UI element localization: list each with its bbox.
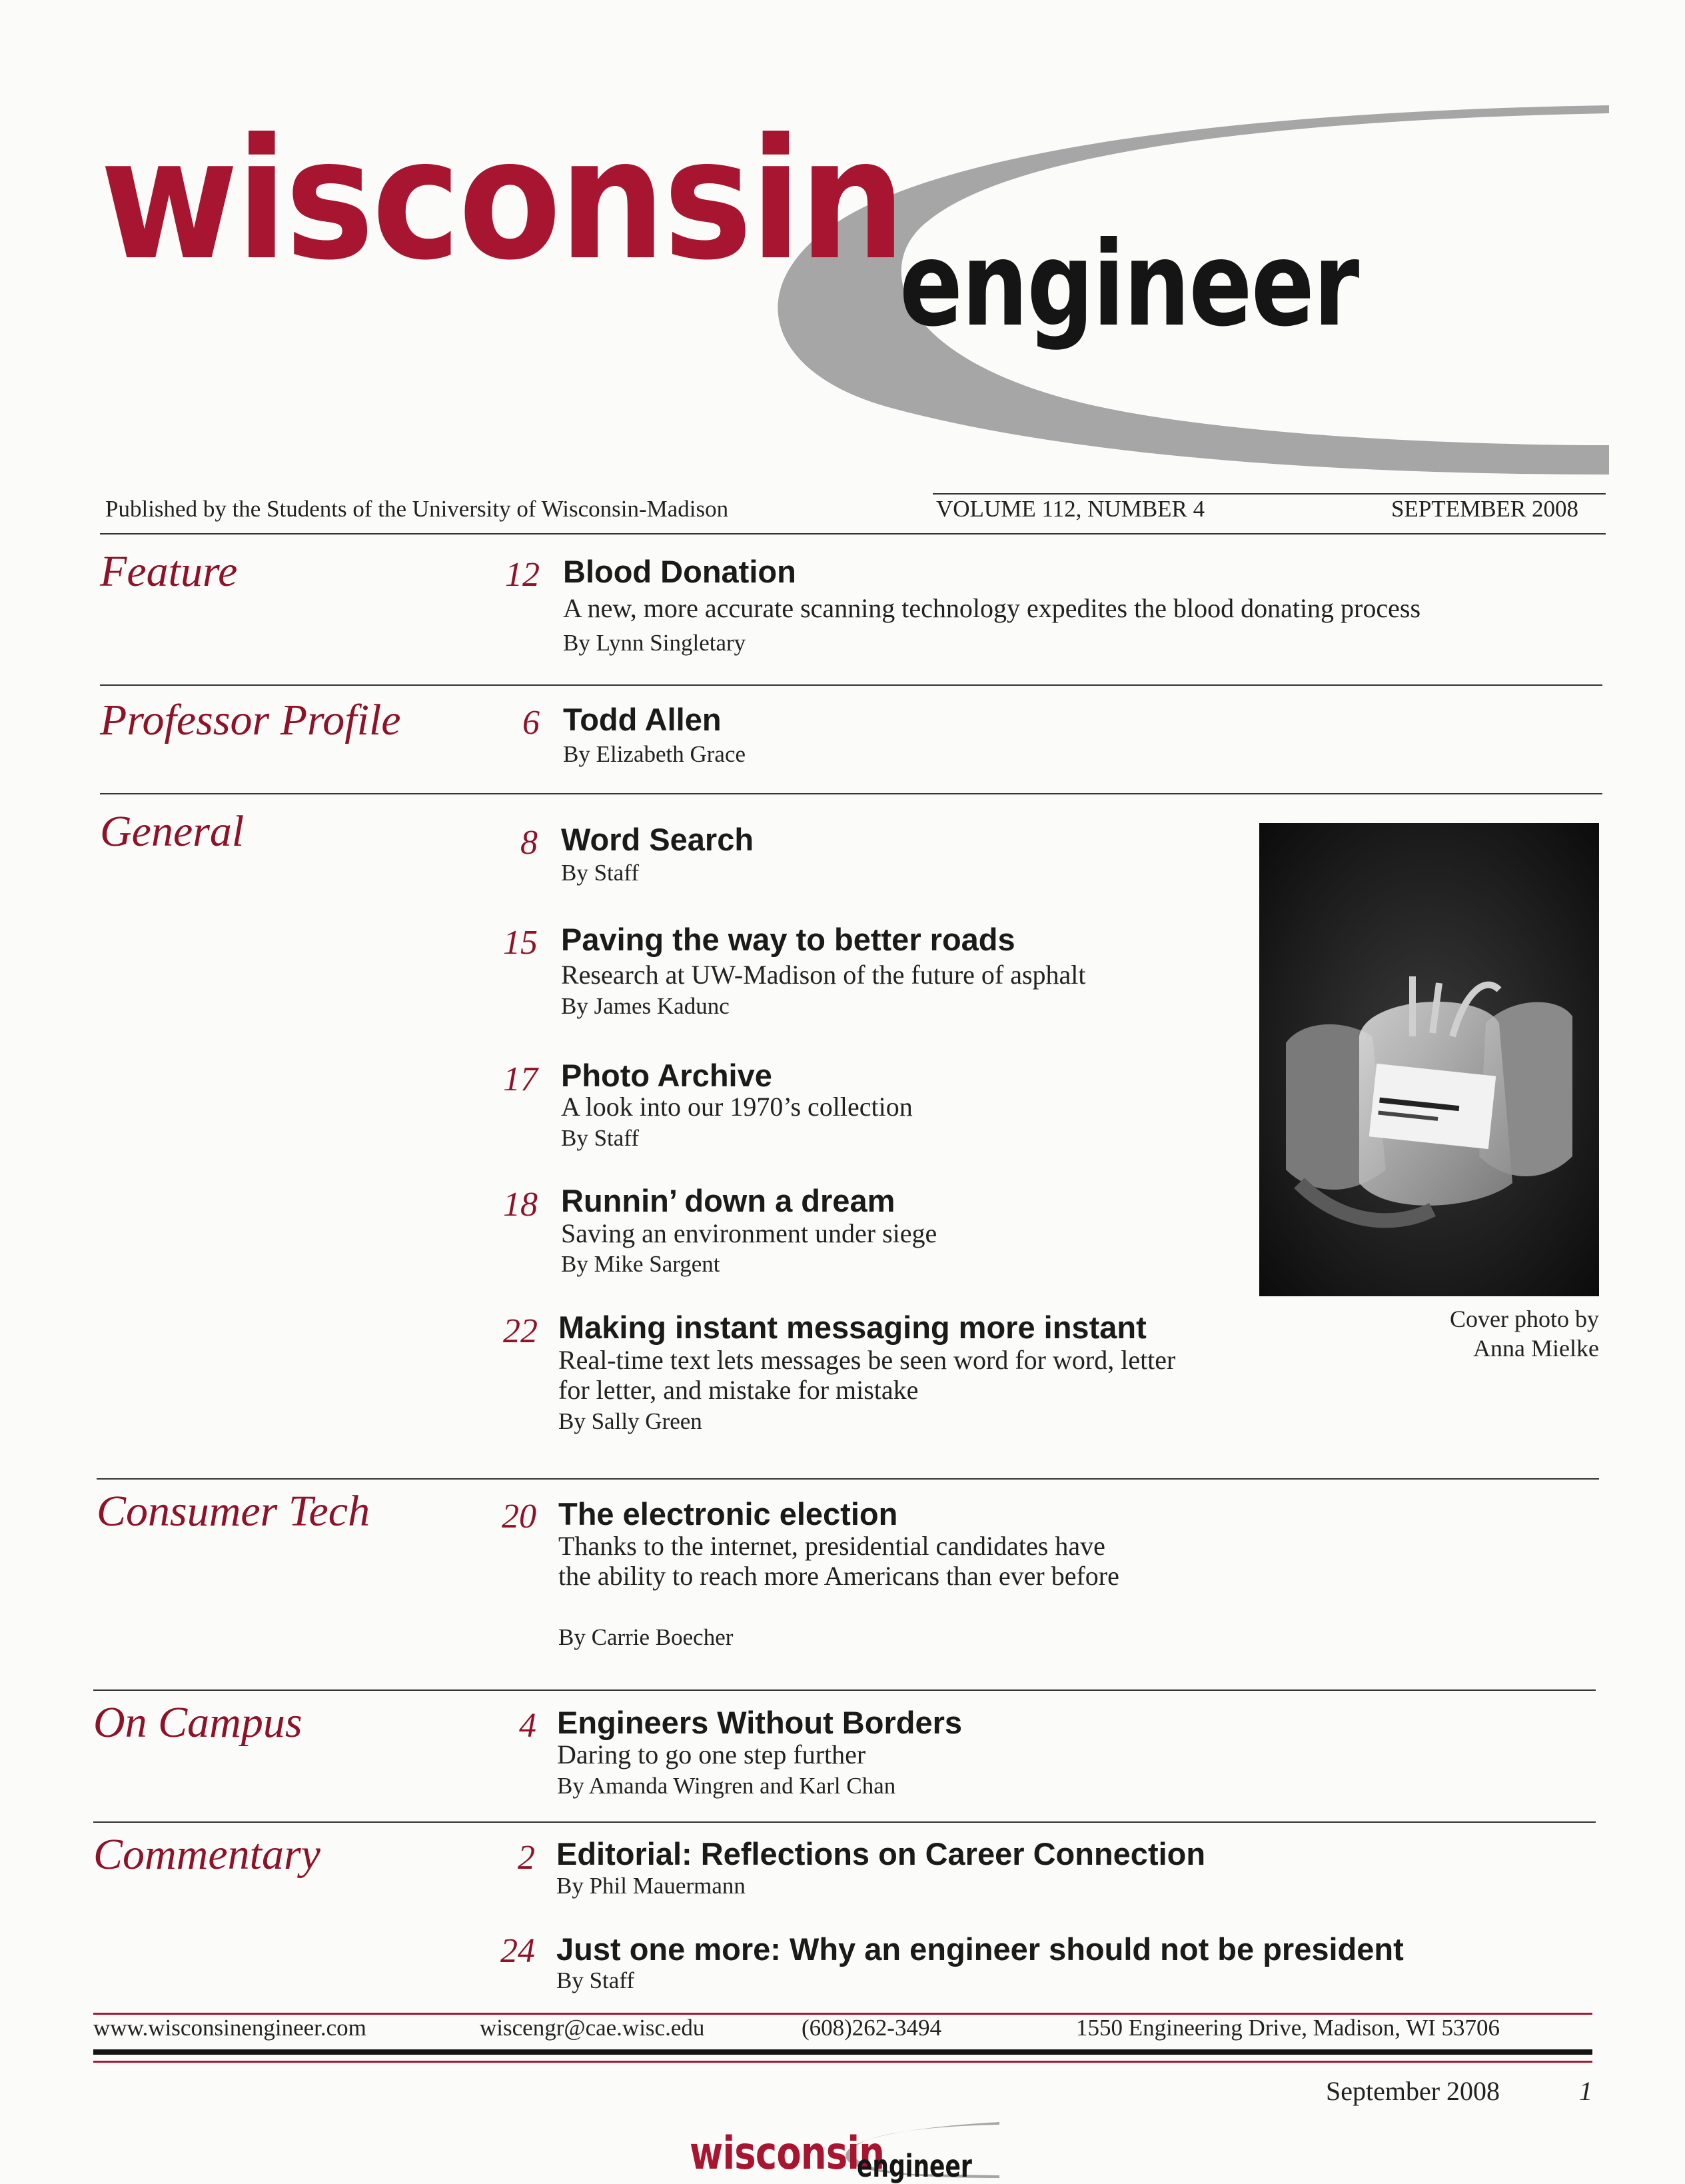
section-label-general: General: [100, 807, 245, 856]
footer-date: September 2008: [1326, 2076, 1500, 2106]
section-divider: [93, 1821, 1596, 1823]
publisher-line: Published by the Students of the University of Wisconsin-Madison: [105, 496, 729, 522]
page-number-footer: 1: [1579, 2076, 1592, 2106]
article-title[interactable]: The electronic election: [558, 1496, 898, 1532]
article-title[interactable]: Paving the way to better roads: [561, 922, 1015, 957]
section-divider: [93, 1689, 1596, 1691]
article-byline: By Carrie Boecher: [558, 1624, 734, 1650]
article-title[interactable]: Blood Donation: [563, 554, 796, 589]
blood-bag-image: [1259, 823, 1599, 1296]
page-number: 15: [503, 924, 538, 962]
section-divider: [100, 684, 1602, 686]
article-description: Thanks to the internet, presidential candidates have the ability to reach more Americans than ever before: [558, 1531, 1119, 1591]
article-title[interactable]: Engineers Without Borders: [557, 1705, 963, 1740]
article-byline: By Lynn Singletary: [563, 630, 746, 656]
article-description: Saving an environment under siege: [561, 1218, 937, 1248]
article-byline: By Staff: [556, 1967, 634, 1993]
footer-rule-red-bottom: [93, 2061, 1592, 2063]
article-title[interactable]: Just one more: Why an engineer should not be president: [556, 1931, 1404, 1967]
page-number: 22: [503, 1312, 538, 1350]
page-number: 24: [500, 1932, 535, 1970]
small-logo-engineer: engineer: [857, 2148, 972, 2184]
article-title[interactable]: Word Search: [561, 822, 754, 857]
page-number: 12: [505, 556, 540, 594]
section-label-commentary: Commentary: [93, 1830, 320, 1879]
header-rule-bottom: [100, 533, 1606, 535]
footer-address: 1550 Engineering Drive, Madison, WI 53706: [1076, 2015, 1500, 2041]
page-number: 4: [519, 1707, 536, 1745]
article-byline: By Phil Mauermann: [556, 1873, 746, 1899]
cover-photo: [1259, 823, 1599, 1296]
masthead-title-engineer: engineer: [899, 217, 1359, 353]
page-number: 18: [503, 1186, 538, 1224]
article-title[interactable]: Todd Allen: [563, 702, 722, 737]
article-title[interactable]: Making instant messaging more instant: [558, 1310, 1147, 1345]
page-number: 6: [522, 704, 540, 742]
masthead-title-wisconsin: wisconsin: [100, 103, 903, 297]
caption-line: Anna Mielke: [1473, 1335, 1599, 1362]
small-logo-wisconsin: wisconsin: [690, 2127, 885, 2180]
section-divider: [97, 1478, 1599, 1480]
article-description: A new, more accurate scanning technology expedites the blood donating process: [563, 593, 1421, 623]
article-byline: By Mike Sargent: [561, 1251, 720, 1277]
footer-email-link[interactable]: wiscengr@cae.wisc.edu: [480, 2015, 705, 2041]
article-byline: By Sally Green: [558, 1408, 702, 1434]
section-label-professor-profile: Professor Profile: [100, 696, 401, 744]
article-byline: By Staff: [561, 1125, 639, 1151]
article-title[interactable]: Editorial: Reflections on Career Connection: [556, 1836, 1206, 1871]
article-description: Research at UW-Madison of the future of asphalt: [561, 960, 1086, 990]
footer-rule-black: [93, 2049, 1592, 2055]
page-number: 17: [503, 1060, 538, 1098]
article-title[interactable]: Runnin’ down a dream: [561, 1183, 895, 1218]
page-number: 2: [518, 1839, 535, 1877]
article-description: Real-time text lets messages be seen word for word, letter for letter, and mistake for mistake: [558, 1345, 1176, 1405]
footer-phone: (608)262-3494: [802, 2015, 941, 2041]
section-divider: [100, 793, 1602, 794]
article-description: A look into our 1970’s collection: [561, 1092, 913, 1122]
section-label-on-campus: On Campus: [93, 1698, 302, 1747]
footer-website-link[interactable]: www.wisconsinengineer.com: [93, 2015, 366, 2041]
article-byline: By Staff: [561, 860, 639, 886]
article-description: Daring to go one step further: [557, 1739, 866, 1769]
article-byline: By James Kadunc: [561, 993, 730, 1019]
caption-line: Cover photo by: [1450, 1306, 1599, 1332]
page-number: 8: [520, 824, 538, 862]
section-label-consumer-tech: Consumer Tech: [97, 1487, 370, 1536]
header-rule-top: [933, 493, 1606, 495]
cover-photo-caption: [1386, 1304, 1599, 1363]
article-byline: By Elizabeth Grace: [563, 741, 746, 767]
article-title[interactable]: Photo Archive: [561, 1058, 772, 1093]
volume-number: VOLUME 112, NUMBER 4: [936, 496, 1205, 522]
section-label-feature: Feature: [100, 547, 238, 596]
article-byline: By Amanda Wingren and Karl Chan: [557, 1773, 896, 1799]
page-number: 20: [502, 1498, 536, 1536]
issue-date: SEPTEMBER 2008: [1391, 496, 1579, 522]
